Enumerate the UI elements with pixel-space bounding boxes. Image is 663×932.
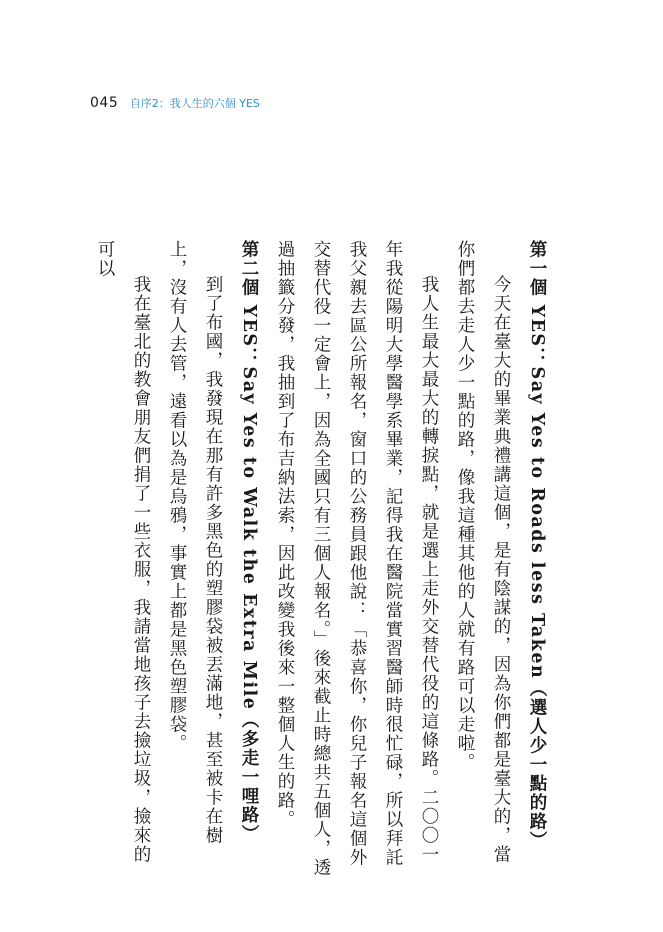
chapter-title: 自序2：我人生的六個 YES — [129, 97, 260, 110]
paragraph-2-2: 我在臺北的教會朋友們捐了一些衣服，我請當地孩子去撿垃圾，撿來的可以 — [95, 240, 151, 864]
section-heading-1: 第一個 YES：Say Yes to Roads less Taken（選人少一點的路） — [527, 240, 547, 851]
section-heading-2: 第二個 YES：Say Yes to Walk the Extra Mile（多走一哩路） — [239, 240, 259, 844]
body-text — [85, 240, 555, 880]
paragraph-1-1: 今天在臺大的畢業典禮講這個，是有陰謀的，因為你們都是臺大的，當你們都去走人少一點的路，像我這種其他的人就有路可以走啦。 — [455, 240, 511, 864]
running-head — [90, 95, 260, 111]
paragraph-2-1: 到了布國，我發現在那有許多黑色的塑膠袋被丟滿地，甚至被卡在樹上，沒有人去管，遠看以為是烏鴉，事實上都是黑色塑膠袋。 — [167, 240, 223, 845]
paragraph-1-2: 我人生最大最大的轉捩點，就是選上走外交替代役的這條路。二〇〇一年我從陽明大學醫學系畢業，記得我在醫院當實習醫師時很忙碌，所以拜託我父親去區公所報名，窗口的公務員跟他說：「恭喜你，你兒子報名這個外交替代役一定會上，因為全國只有三個人報名。」後來截止時總共五個人，透過抽籤分發，我抽到了布吉納法索，因此改變我後來一整個人生的路。 — [275, 240, 439, 878]
page-number: 045 — [90, 95, 119, 111]
